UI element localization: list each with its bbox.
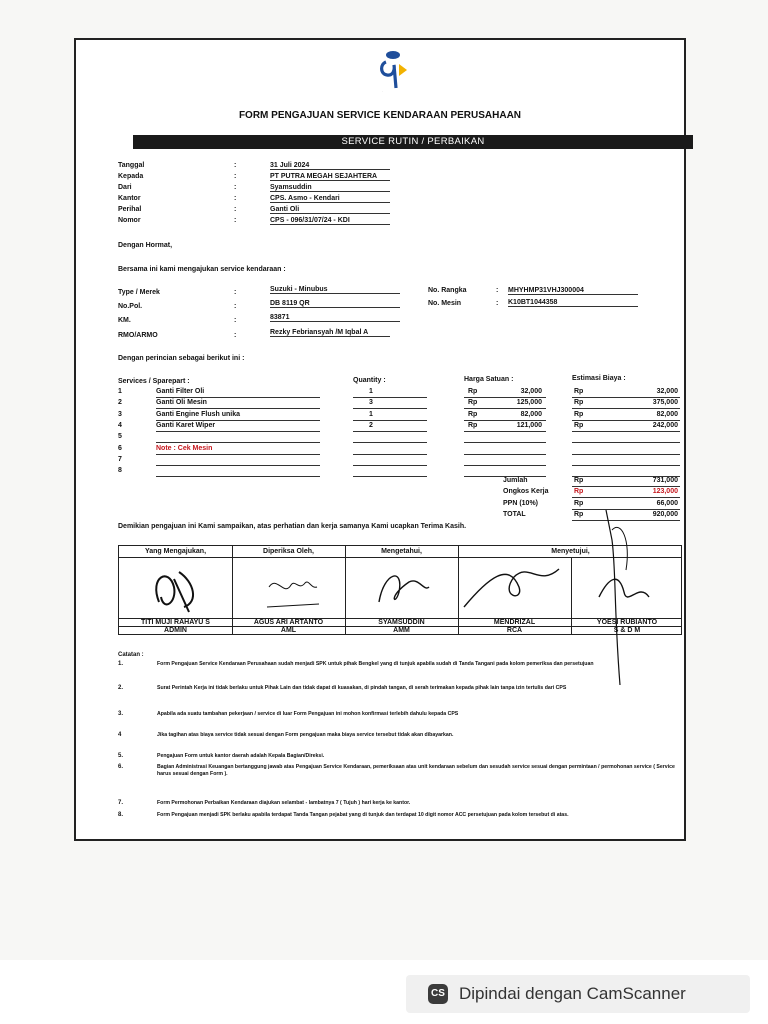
colon: : [234,184,237,191]
signer-role: RCA [506,627,523,634]
item-name: Note : Cek Mesin [156,444,213,452]
item-price: 125,000 [516,399,542,407]
header-value: Ganti Oli [270,206,390,214]
colon: : [234,195,237,202]
signer-name: YOESI RUBIANTO [596,619,658,626]
total-line [572,486,680,487]
price-line [464,431,546,432]
header-label: Perihal [118,206,142,213]
nopol-value: DB 8119 QR [270,300,400,308]
item-line [156,420,320,421]
price-line [464,397,546,398]
camscanner-icon: CS [428,984,448,1004]
company-logo [374,48,412,94]
note-number: 3. [118,711,124,717]
notes-title: Catatan : [118,652,144,658]
note-text: Surat Perintah Kerja ini tidak berlaku untuk Pihak Lain dan tidak dapat di kuasakan, di pindah tangan, di serah terimakan kepada pihak lain tanpa izin tertulis dari CPS [157,685,567,691]
item-number: 3 [118,410,122,418]
mesin-value: K10BT1044358 [508,299,638,307]
price-line [464,454,546,455]
total-value: 66,000 [656,499,678,507]
km-value: 83871 [270,314,400,322]
qty-line [353,420,427,421]
signer-name: MENDRIZAL [493,619,536,626]
item-number: 7 [118,455,122,463]
mesin-label: No. Mesin [428,300,462,307]
closing-text: Demikian pengajuan ini Kami sampaikan, atas perhatian dan kerja samanya Kami ucapkan Terima Kasih. [118,523,467,530]
intro-text: Bersama ini kami mengajukan service kendaraan : [118,266,286,273]
qty-line [353,408,427,409]
note-number: 2. [118,685,124,691]
note-text: Apabila ada suatu tambahan pekerjaan / service di luar Form Pengajuan ini mohon konfirmasi terlebih dahulu kepada CPS [157,711,459,717]
greeting: Dengan Hormat, [118,242,173,249]
item-number: 1 [118,388,122,395]
total-line [572,397,680,398]
currency: Rp [574,510,584,518]
item-number: 5 [118,433,122,441]
colon: : [234,206,237,213]
item-number: 6 [118,444,122,452]
item-name: Ganti Oli Mesin [156,399,207,407]
header-label: Dari [118,184,132,191]
total-line [572,442,680,443]
item-price: 32,000 [520,388,542,395]
rmo-label: RMO/ARMO [118,332,158,339]
note-text: Form Pengajuan Service Kendaraan Perusahaan sudah menjadi SPK untuk pihak Bengkel yang di tunjuk apabila sudah di Tanda Tangani pada kolom pemeriksa dan persetujuan [157,661,594,667]
type-value: Suzuki - Minubus [270,286,400,294]
item-total: 32,000 [656,388,678,395]
type-label: Type / Merek [118,289,160,296]
colon: : [234,317,237,324]
total-line [572,497,680,498]
item-line [156,454,320,455]
currency: Rp [574,488,584,496]
item-line [156,408,320,409]
note-text: Form Pengajuan menjadi SPK berlaku apabila terdapat Tanda Tangan pejabat yang di tunjuk dan terdapat 10 digit nomor ACC persetujuan pada kolom tersebut di atas. [157,812,569,818]
item-price: 121,000 [516,421,542,429]
total-line [572,465,680,466]
item-total: 375,000 [652,399,678,407]
item-line [156,476,320,477]
sig-header-menyetujui: Menyetujui, [551,548,590,555]
note-text: Form Permohonan Perbaikan Kendaraan diajukan selambat - lambatnya 7 ( Tujuh ) hari kerja ke kantor. [157,800,411,806]
currency: Rp [574,388,584,395]
sig-header-mengajukan: Yang Mengajukan, [144,548,207,555]
service-form [74,38,686,841]
quantity-header: Quantity : [353,377,386,384]
detail-intro: Dengan perincian sebagai berikut ini : [118,355,245,362]
item-qty: 3 [369,399,373,407]
header-label: Kepada [118,173,144,180]
harga-header: Harga Satuan : [464,376,514,383]
total-label: Ongkos Kerja [503,488,549,496]
currency: Rp [574,399,584,407]
currency: Rp [468,388,478,395]
colon: : [234,162,237,169]
header-value: CPS - 096/31/07/24 - KDI [270,217,390,225]
signer-role: AML [280,627,297,634]
signer-name: SYAMSUDDIN [378,619,425,626]
item-name: Ganti Karet Wiper [156,421,216,429]
form-title: FORM PENGAJUAN SERVICE KENDARAAN PERUSAHAAN [238,110,522,121]
qty-line [353,476,427,477]
currency: Rp [574,477,584,484]
header-label: Kantor [118,195,141,202]
qty-line [353,397,427,398]
item-qty: 1 [369,410,373,418]
header-value: 31 Juli 2024 [270,162,390,170]
total-line [572,420,680,421]
form-banner: SERVICE RUTIN / PERBAIKAN [133,135,693,149]
total-label: PPN (10%) [503,499,539,507]
nopol-label: No.Pol. [118,303,143,310]
colon: : [234,289,237,296]
item-name: Ganti Filter Oli [156,388,205,395]
currency: Rp [574,410,584,418]
note-number: 7. [118,800,124,806]
colon: : [234,217,237,224]
header-label: Nomor [118,217,141,224]
note-text: Pengajuan Form untuk kantor daerah adalah Kepala Bagian/Direksi. [157,753,325,759]
item-price: 82,000 [520,410,542,418]
price-line [464,408,546,409]
item-qty: 2 [369,421,373,429]
item-line [156,431,320,432]
price-line [464,420,546,421]
total-line [572,454,680,455]
item-number: 2 [118,399,122,407]
note-number: 6. [118,764,124,770]
total-label: Jumlah [503,477,528,484]
item-number: 8 [118,467,122,475]
estimasi-header: Estimasi Biaya : [572,375,626,382]
note-number: 1. [118,661,124,667]
header-value: CPS. Asmo - Kendari [270,195,390,203]
signer-name: TITI MUJI RAHAYU S [141,619,210,626]
header-value: PT PUTRA MEGAH SEJAHTERA [270,173,390,181]
signer-role: AMM [393,627,410,634]
colon: : [496,300,499,307]
colon: : [234,332,237,339]
price-line [464,442,546,443]
signer-role: ADMIN [164,627,187,634]
qty-line [353,454,427,455]
rmo-value: Rezky Febriansyah /M Iqbal A [270,329,390,337]
item-total: 242,000 [652,421,678,429]
note-number: 8. [118,812,124,818]
header-value: Syamsuddin [270,184,390,192]
currency: Rp [468,410,478,418]
signer-name: AGUS ARI ARTANTO [253,619,324,626]
total-value: 731,000 [652,477,678,484]
item-number: 4 [118,421,122,429]
item-line [156,442,320,443]
total-line [572,431,680,432]
colon: : [234,173,237,180]
approval-signature-stroke [576,510,646,690]
currency: Rp [468,399,478,407]
price-line [464,465,546,466]
total-value: 920,000 [652,510,678,518]
note-number: 5. [118,753,124,759]
sig-header-diperiksa: Diperiksa Oleh, [263,548,314,555]
signer-role: S & D M [613,627,641,634]
services-header: Services / Sparepart : [118,378,190,385]
note-text: Jika tagihan atas biaya service tidak sesuai dengan Form pengajuan maka biaya service tersebut tidak akan dibayarkan. [157,732,454,738]
total-line [572,408,680,409]
item-total: 82,000 [656,410,678,418]
km-label: KM. [118,317,131,324]
rangka-label: No. Rangka [428,287,467,294]
item-name: Ganti Engine Flush unika [156,410,241,418]
item-line [156,397,320,398]
total-value: 123,000 [652,488,678,496]
qty-line [353,442,427,443]
currency: Rp [574,421,584,429]
camscanner-watermark [406,975,750,1013]
currency: Rp [468,421,478,429]
note-text: Bagian Administrasi Keuangan bertanggung jawab atas Pengajuan Service Kendaraan, pemeriksaan atas unit kendaraan sebelum dan sesudah service sesuai dengan permintaan / permohonan service ( Service harus sesuai dengan Form ). [157,764,675,777]
sig-header-mengetahui: Mengetahui, [381,548,422,555]
total-label: TOTAL [503,510,526,518]
camscanner-text: Dipindai dengan CamScanner [459,984,686,1003]
item-qty: 1 [369,388,373,395]
note-number: 4 [118,732,122,738]
colon: : [234,303,237,310]
rangka-value: MHYHMP31VHJ300004 [508,287,638,295]
header-label: Tanggal [118,162,145,169]
currency: Rp [574,499,584,507]
qty-line [353,465,427,466]
svg-text:·: · [382,89,383,93]
colon: : [496,287,499,294]
item-line [156,465,320,466]
qty-line [353,431,427,432]
